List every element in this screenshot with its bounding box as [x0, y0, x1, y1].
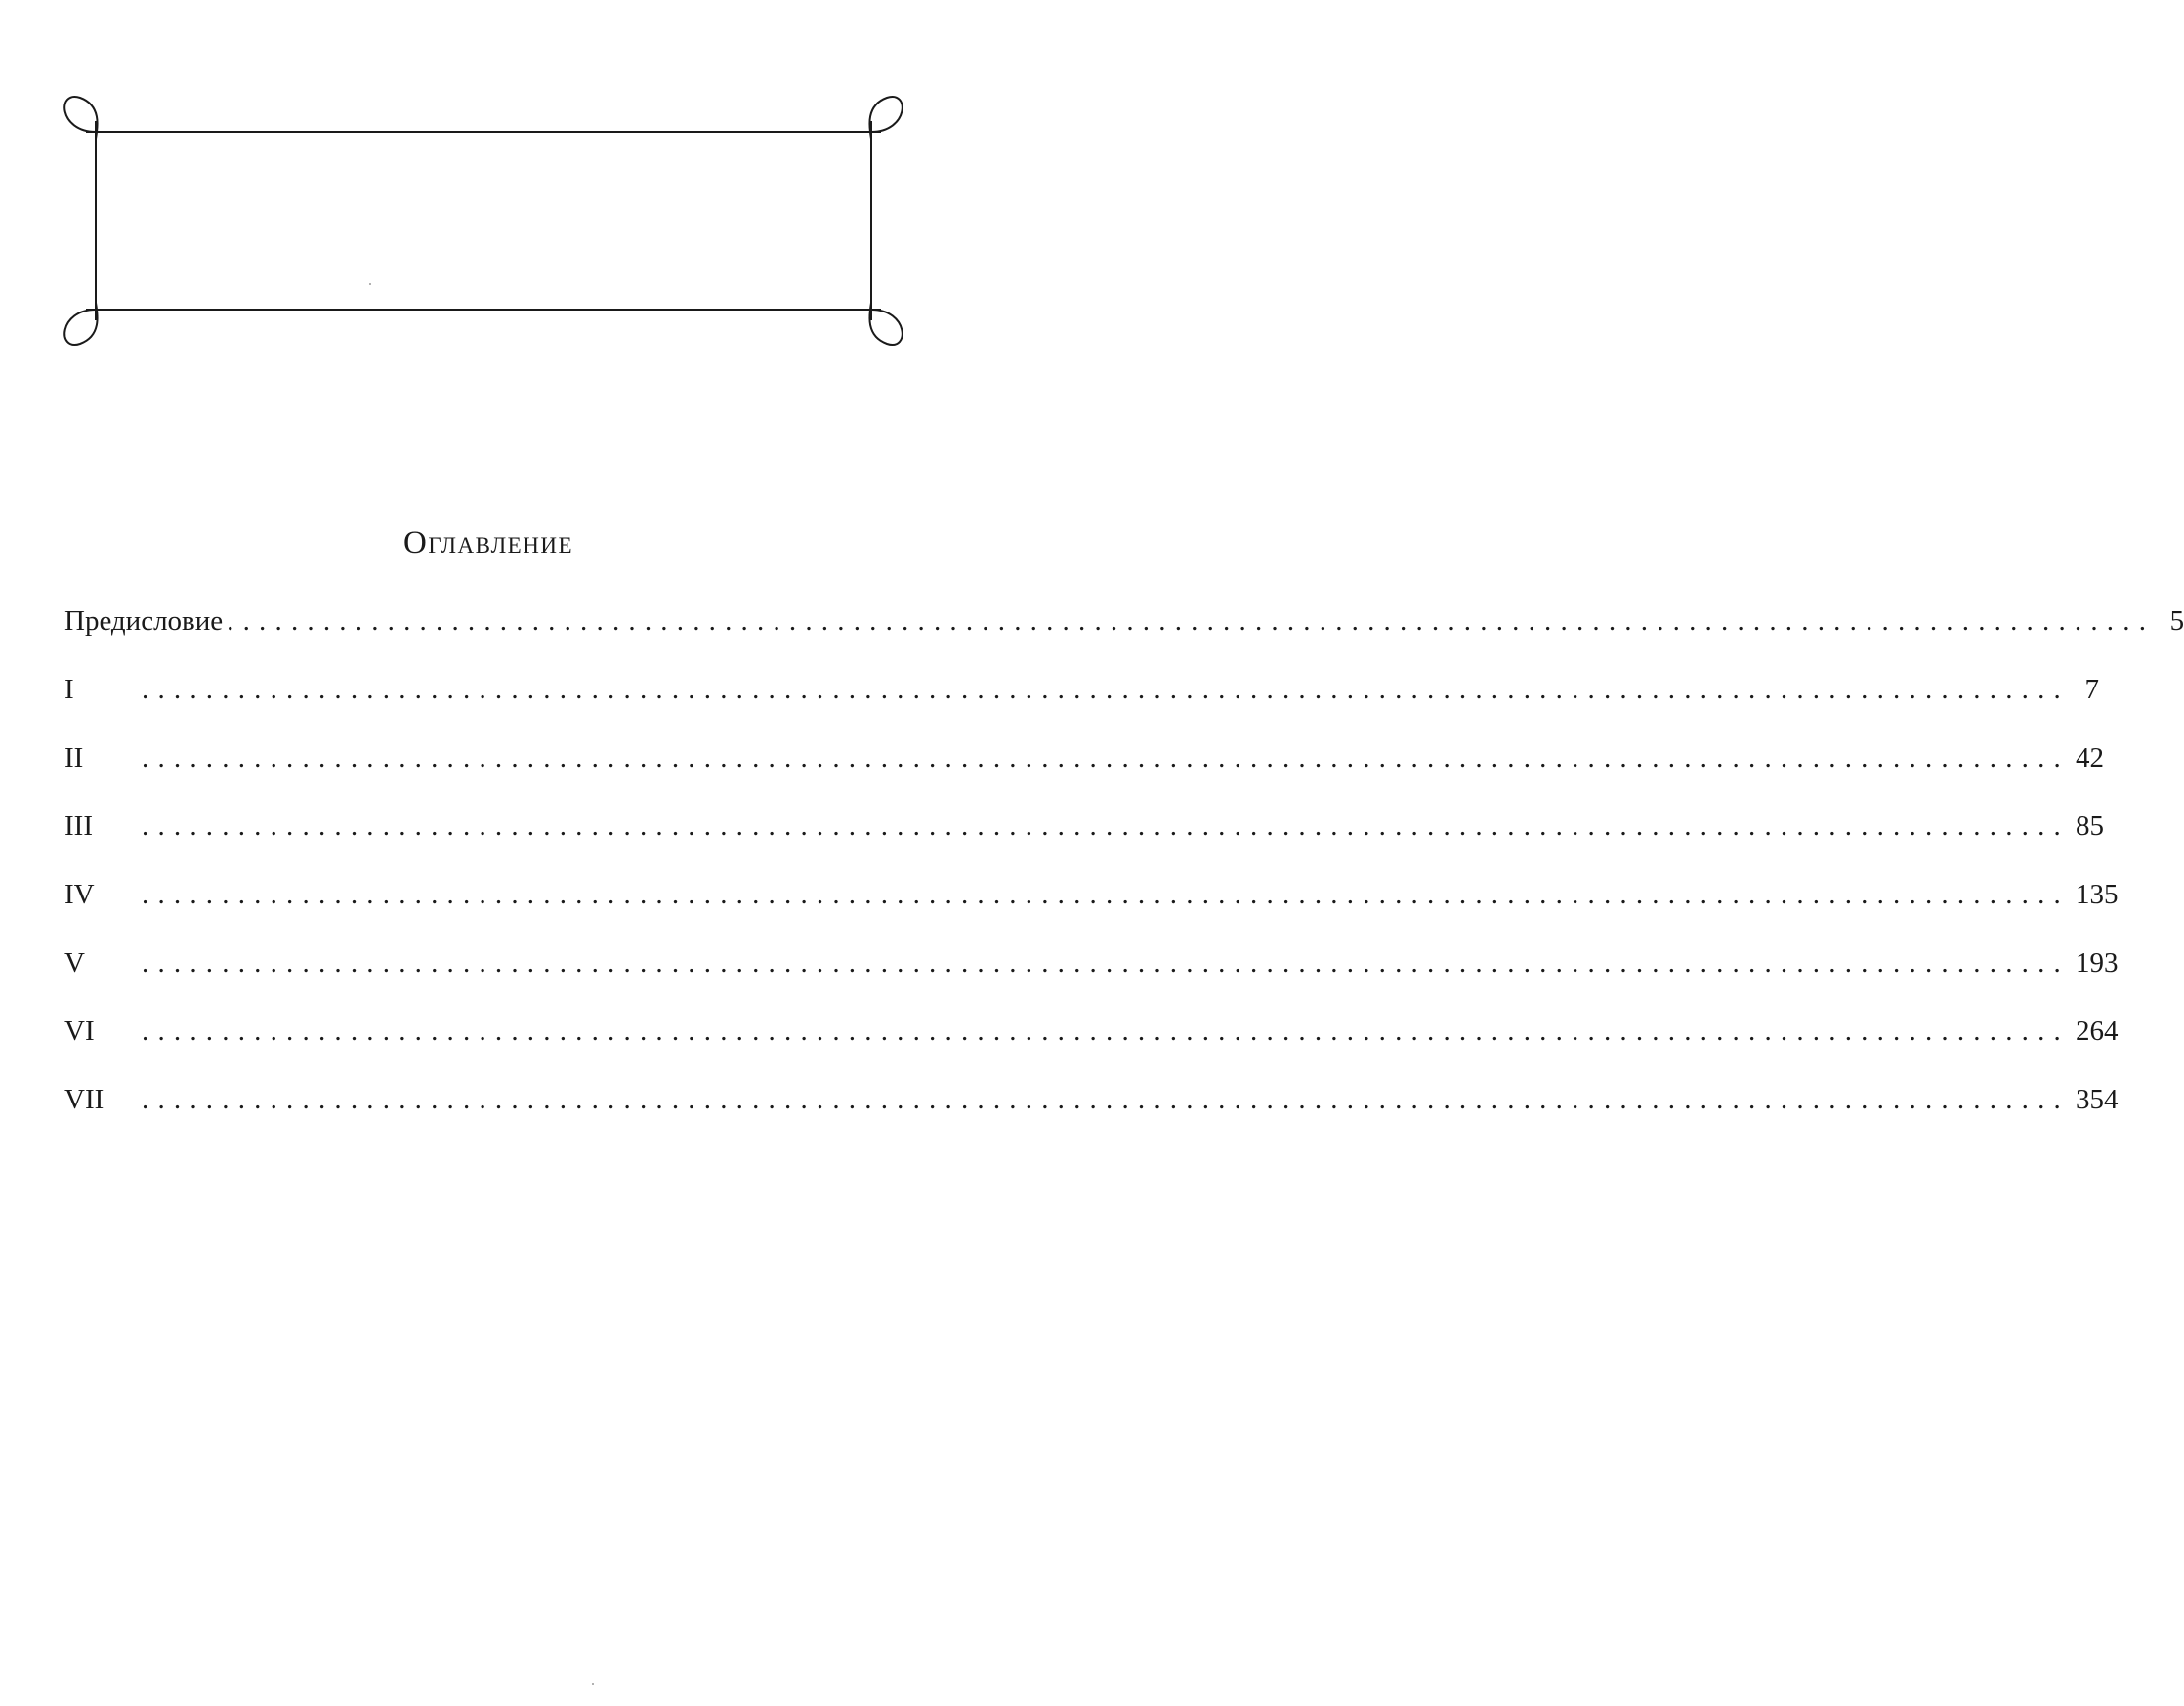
toc-entry-page-number: 5	[2169, 605, 2184, 637]
dot-leader: ........................................................................................................................	[142, 811, 2070, 842]
table-of-contents	[64, 598, 2184, 1144]
paper-speck	[592, 1683, 594, 1685]
toc-entry-label: II	[64, 742, 84, 773]
toc-entry[interactable]	[64, 1076, 2119, 1144]
toc-entry[interactable]	[64, 803, 2104, 871]
toc-entry-label: III	[64, 811, 93, 842]
dot-leader: ........................................................................................................................	[142, 674, 2070, 705]
toc-entry-page-number: 42	[2076, 742, 2104, 773]
toc-entry[interactable]	[64, 939, 2119, 1008]
toc-entry-page-number: 85	[2076, 811, 2104, 842]
toc-entry-page-number: 193	[2076, 947, 2119, 978]
toc-entry-page-number: 135	[2076, 879, 2119, 910]
toc-entry-label: V	[64, 947, 85, 978]
toc-entry[interactable]	[64, 598, 2184, 666]
toc-entry-label: Предисловие	[64, 605, 224, 637]
toc-title: Оглавление	[403, 525, 573, 561]
toc-entry-label: IV	[64, 879, 95, 910]
toc-entry[interactable]	[64, 1008, 2119, 1076]
toc-entry-label: VII	[64, 1084, 105, 1115]
toc-entry-page-number: 354	[2076, 1084, 2119, 1115]
dot-leader: ........................................................................................................................	[142, 947, 2070, 978]
dot-leader: ........................................................................................................................	[142, 1084, 2070, 1115]
dot-leader: ........................................................................................................................	[227, 605, 2156, 637]
paper-speck	[369, 283, 371, 285]
toc-entry-page-number: 264	[2076, 1016, 2119, 1047]
toc-entry-label: I	[64, 674, 74, 705]
dot-leader: ........................................................................................................................	[142, 742, 2070, 773]
toc-entry[interactable]	[64, 734, 2104, 803]
toc-entry[interactable]	[64, 666, 2099, 734]
toc-entry-page-number: 7	[2084, 674, 2099, 705]
dot-leader: ........................................................................................................................	[142, 1016, 2070, 1047]
ornamental-frame	[0, 0, 977, 391]
toc-entry-label: VI	[64, 1016, 95, 1047]
dot-leader: ........................................................................................................................	[142, 879, 2070, 910]
toc-entry[interactable]	[64, 871, 2119, 939]
